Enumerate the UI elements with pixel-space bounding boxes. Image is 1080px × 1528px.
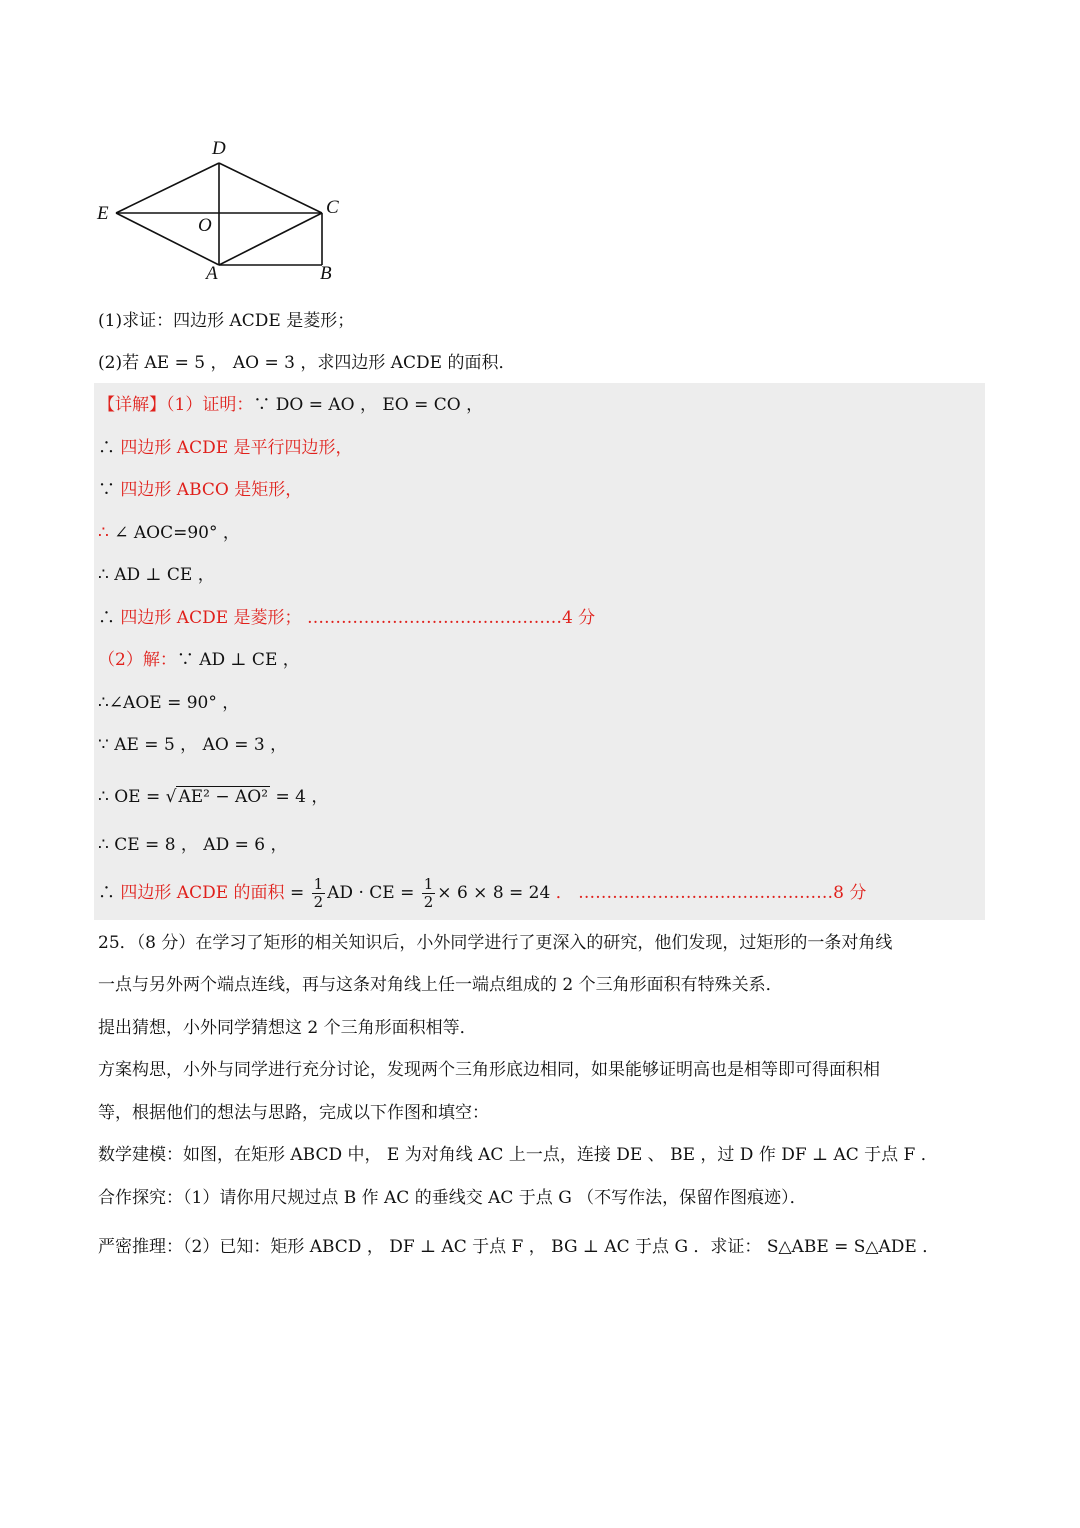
label-B: B bbox=[320, 263, 332, 284]
fraction-half-2: $\frac{1}{2}$ bbox=[423, 875, 434, 911]
edge-CA bbox=[219, 213, 322, 265]
label-E: E bbox=[97, 203, 109, 224]
q25-line-5: 等，根据他们的想法与思路，完成以下作图和填空： bbox=[98, 1103, 489, 1123]
label-O: O bbox=[198, 215, 212, 236]
solution-line-10: ∴ OE = √ AE² − AO² = 4 ， bbox=[98, 787, 329, 807]
solution-line-9: ∵ AE = 5 ， AO = 3 ， bbox=[98, 735, 288, 755]
q25-line-4: 方案构思，小外与同学进行充分讨论，发现两个三角形底边相同，如果能够证明高也是相等即可得面积相 bbox=[98, 1060, 880, 1080]
question-2: (2)若 AE = 5 ， AO = 3 ，求四边形 ACDE 的面积． bbox=[98, 353, 516, 373]
sqrt-expression: AE² − AO² bbox=[178, 787, 269, 807]
q25-line-1: 25．（8 分）在学习了矩形的相关知识后，小外同学进行了更深入的研究，他们发现，过矩形的一条对角线 bbox=[98, 933, 893, 953]
solution-line-3: ∵ 四边形 ABCO 是矩形， bbox=[98, 480, 303, 500]
detail-tag: 【详解】 bbox=[98, 395, 166, 415]
label-D: D bbox=[212, 138, 226, 159]
solution-line-6: ∴ 四边形 ACDE 是菱形； ………………………………………4 分 bbox=[98, 608, 596, 628]
sqrt-sign: √ bbox=[165, 787, 177, 807]
solution-line-11: ∴ CE = 8 ， AD = 6 ， bbox=[98, 835, 288, 855]
q25-line-6: 数学建模：如图，在矩形 ABCD 中， E 为对角线 AC 上一点，连接 DE 、 BE ，过 D 作 DF ⊥ AC 于点 F ． bbox=[98, 1145, 938, 1165]
q25-line-8: 严密推理：（2）已知：矩形 ABCD ， DF ⊥ AC 于点 F ， BG ⊥ AC 于点 G ．求证： S△ABE = S△ADE ． bbox=[98, 1237, 940, 1257]
solution-line-5: ∴ AD ⊥ CE ， bbox=[98, 565, 215, 585]
score-marker-8: ． ………………………………………8 分 bbox=[555, 883, 867, 903]
solution-line-12: ∴ 四边形 ACDE 的面积 = $\frac{1}{2}$ AD · CE = $\frac{1}{2}$ × 6 × 8 = 24 ． ………………………………………8 分 bbox=[98, 875, 867, 911]
rhombus-diagram bbox=[94, 138, 354, 288]
solution-line-1: 【详解】（1）证明：∵ DO = AO ， EO = CO ， bbox=[98, 395, 484, 415]
solution-line-8: ∴∠AOE = 90° ， bbox=[98, 693, 240, 713]
solution-line-7: （2）解：∵ AD ⊥ CE ， bbox=[98, 650, 300, 670]
diagram-svg bbox=[94, 138, 354, 288]
edge-DC bbox=[219, 163, 322, 213]
label-A: A bbox=[206, 263, 218, 284]
q25-line-3: 提出猜想，小外同学猜想这 2 个三角形面积相等． bbox=[98, 1018, 477, 1038]
solution-line-2: ∴ 四边形 ACDE 是平行四边形， bbox=[98, 438, 353, 458]
question-1: (1)求证：四边形 ACDE 是菱形； bbox=[98, 311, 355, 331]
label-C: C bbox=[326, 197, 339, 218]
q25-line-7: 合作探究：（1）请你用尺规过点 B 作 AC 的垂线交 AC 于点 G （不写作法，保留作图痕迹）． bbox=[98, 1188, 807, 1208]
solution-line-4: ∴ ∠ AOC=90° ， bbox=[98, 523, 240, 543]
score-marker-4: ………………………………………4 分 bbox=[306, 608, 596, 628]
fraction-half-1: $\frac{1}{2}$ bbox=[313, 875, 324, 911]
edge-ED bbox=[116, 163, 219, 213]
q25-line-2: 一点与另外两个端点连线，再与这条对角线上任一端点组成的 2 个三角形面积有特殊关系． bbox=[98, 975, 783, 995]
